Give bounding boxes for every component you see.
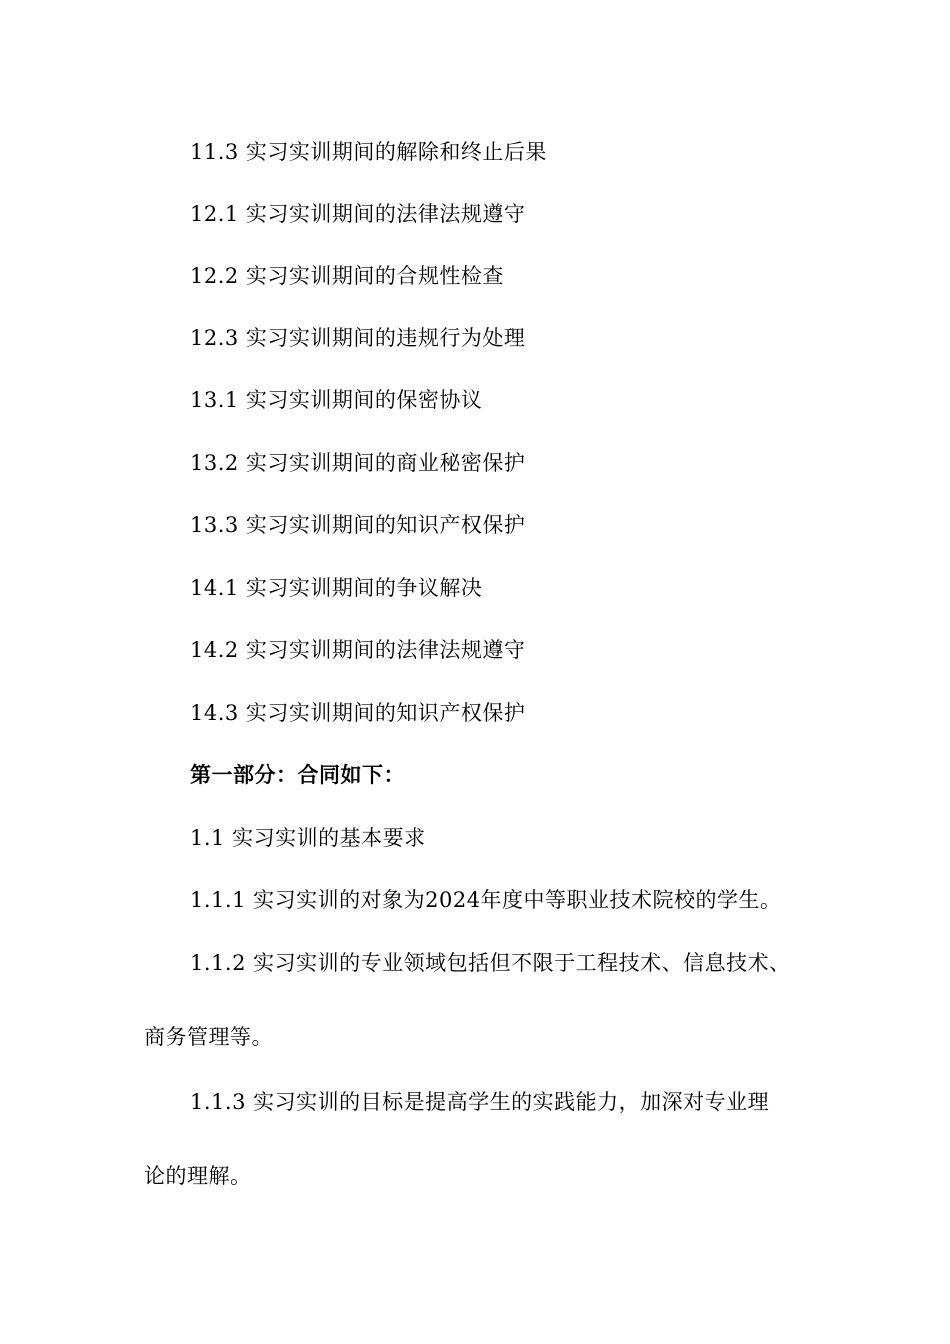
toc-item: 11.3 实习实训期间的解除和终止后果	[190, 140, 547, 164]
toc-item: 13.2 实习实训期间的商业秘密保护	[190, 451, 526, 475]
clause-1-1-3-line1: 1.1.3 实习实训的目标是提高学生的实践能力，加深对专业理	[190, 1090, 770, 1114]
toc-item: 14.1 实习实训期间的争议解决	[190, 576, 483, 600]
clause-1-1-1: 1.1.1 实习实训的对象为2024年度中等职业技术院校的学生。	[190, 888, 782, 912]
toc-item: 12.2 实习实训期间的合规性检查	[190, 264, 504, 288]
toc-item: 12.1 实习实训期间的法律法规遵守	[190, 202, 526, 226]
toc-item: 13.1 实习实训期间的保密协议	[190, 388, 483, 412]
toc-item: 14.3 实习实训期间的知识产权保护	[190, 701, 526, 725]
section-heading: 1.1 实习实训的基本要求	[190, 826, 426, 850]
toc-item: 12.3 实习实训期间的违规行为处理	[190, 326, 526, 350]
part-heading: 第一部分：合同如下：	[190, 763, 405, 787]
toc-item: 14.2 实习实训期间的法律法规遵守	[190, 638, 526, 662]
clause-1-1-2-line2: 商务管理等。	[144, 1025, 273, 1049]
clause-1-1-2-line1: 1.1.2 实习实训的专业领域包括但不限于工程技术、信息技术、	[190, 951, 791, 975]
toc-item: 13.3 实习实训期间的知识产权保护	[190, 513, 526, 537]
clause-1-1-3-line2: 论的理解。	[144, 1164, 252, 1188]
